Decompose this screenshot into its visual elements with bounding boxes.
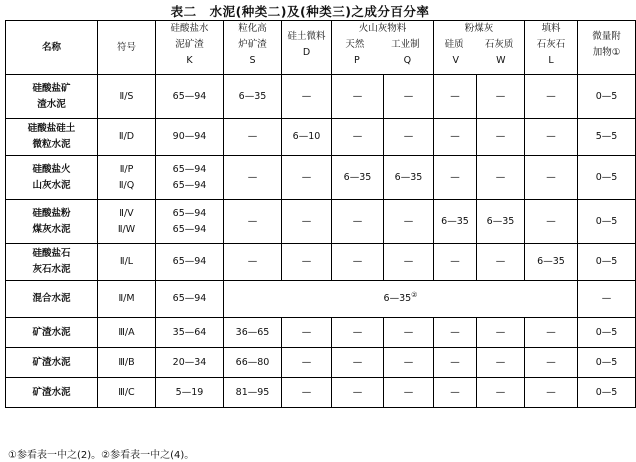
cement-name-cell: 矿渣水泥 [6,318,98,348]
s-cell: — [224,156,282,200]
q-cell: — [384,318,434,348]
v-cell: — [434,244,477,281]
w-cell: — [477,318,525,348]
minor-additive-cell: 0—5 [578,378,636,408]
d-cell: — [282,378,332,408]
p-cell: — [332,244,384,281]
k-cell: 65—94 [156,281,224,318]
symbol-cell: Ⅱ/D [98,119,156,156]
v-cell: — [434,119,477,156]
q-cell: — [384,75,434,119]
cement-name-cell: 硅酸盐石 灰石水泥 [6,244,98,281]
symbol-cell: Ⅱ/S [98,75,156,119]
header-pozzolana-group: 火山灰物料 天然 工业制 P Q [332,21,434,75]
q-cell: — [384,200,434,244]
k-cell: 20—34 [156,348,224,378]
table-row [6,244,636,281]
symbol-cell: Ⅱ/L [98,244,156,281]
q-cell: — [384,348,434,378]
table-title: 表二 水泥(种类二)及(种类三)之成分百分率 [170,4,430,19]
cement-name-cell: 矿渣水泥 [6,378,98,408]
s-cell: 66—80 [224,348,282,378]
symbol-cell: Ⅲ/A [98,318,156,348]
l-cell: 6—35 [525,244,578,281]
header-minor: 微量附 加物① [578,21,636,75]
minor-additive-cell: 0—5 [578,244,636,281]
v-cell: — [434,75,477,119]
symbol-cell: Ⅲ/B [98,348,156,378]
l-cell: — [525,378,578,408]
table-row [6,281,636,318]
header-row [6,21,636,75]
p-cell: — [332,348,384,378]
s-cell: — [224,244,282,281]
cement-name-cell: 矿渣水泥 [6,348,98,378]
minor-additive-cell: 5—5 [578,119,636,156]
k-cell: 90—94 [156,119,224,156]
p-cell: — [332,378,384,408]
table-row [6,318,636,348]
q-cell: — [384,378,434,408]
table-row [6,378,636,408]
w-cell: — [477,156,525,200]
symbol-cell: Ⅲ/C [98,378,156,408]
w-cell: 6—35 [477,200,525,244]
cement-name-cell: 硅酸盐矿 渣水泥 [6,75,98,119]
table-row [6,156,636,200]
cement-name-cell: 硅酸盐硅土 微粒水泥 [6,119,98,156]
k-cell: 65—94 65—94 [156,156,224,200]
s-cell: 36—65 [224,318,282,348]
q-cell: — [384,244,434,281]
l-cell: — [525,119,578,156]
header-k: 硅酸盐水 泥矿渣 K [156,21,224,75]
merged-range-cell: 6—35② [224,281,578,318]
d-cell: — [282,75,332,119]
w-cell: — [477,119,525,156]
s-cell: 81—95 [224,378,282,408]
p-cell: 6—35 [332,156,384,200]
cement-name-cell: 硅酸盐火 山灰水泥 [6,156,98,200]
table-row [6,348,636,378]
minor-additive-cell: 0—5 [578,156,636,200]
s-cell: — [224,119,282,156]
s-cell: 6—35 [224,75,282,119]
minor-additive-cell: — [578,281,636,318]
l-cell: — [525,348,578,378]
header-l: 填料 石灰石 L [525,21,578,75]
minor-additive-cell: 0—5 [578,348,636,378]
l-cell: — [525,200,578,244]
l-cell: — [525,318,578,348]
v-cell: — [434,156,477,200]
d-cell: — [282,244,332,281]
v-cell: — [434,318,477,348]
minor-additive-cell: 0—5 [578,75,636,119]
w-cell: — [477,75,525,119]
d-cell: — [282,200,332,244]
w-cell: — [477,244,525,281]
w-cell: — [477,378,525,408]
w-cell: — [477,348,525,378]
header-name: 名称 [6,21,98,75]
k-cell: 5—19 [156,378,224,408]
footnote: ①参看表一中之(2)。②参看表一中之(4)。 [8,450,195,461]
k-cell: 65—94 [156,75,224,119]
v-cell: 6—35 [434,200,477,244]
d-cell: — [282,318,332,348]
p-cell: — [332,119,384,156]
k-cell: 65—94 65—94 [156,200,224,244]
s-cell: — [224,200,282,244]
minor-additive-cell: 0—5 [578,318,636,348]
cement-name-cell: 硅酸盐粉 煤灰水泥 [6,200,98,244]
symbol-cell: Ⅱ/V Ⅱ/W [98,200,156,244]
table-row [6,200,636,244]
symbol-cell: Ⅱ/P Ⅱ/Q [98,156,156,200]
table-row [6,75,636,119]
header-d: 硅土微料 D [282,21,332,75]
d-cell: — [282,156,332,200]
header-flyash-group: 粉煤灰 硅质 石灰质 V W [434,21,525,75]
header-symbol: 符号 [98,21,156,75]
q-cell: — [384,119,434,156]
k-cell: 65—94 [156,244,224,281]
table-row [6,119,636,156]
v-cell: — [434,378,477,408]
header-s: 粒化高 炉矿渣 S [224,21,282,75]
cement-name-cell: 混合水泥 [6,281,98,318]
l-cell: — [525,156,578,200]
p-cell: — [332,75,384,119]
k-cell: 35—64 [156,318,224,348]
p-cell: — [332,318,384,348]
composition-table [5,20,636,408]
l-cell: — [525,75,578,119]
q-cell: 6—35 [384,156,434,200]
v-cell: — [434,348,477,378]
symbol-cell: Ⅱ/M [98,281,156,318]
d-cell: 6—10 [282,119,332,156]
minor-additive-cell: 0—5 [578,200,636,244]
p-cell: — [332,200,384,244]
d-cell: — [282,348,332,378]
